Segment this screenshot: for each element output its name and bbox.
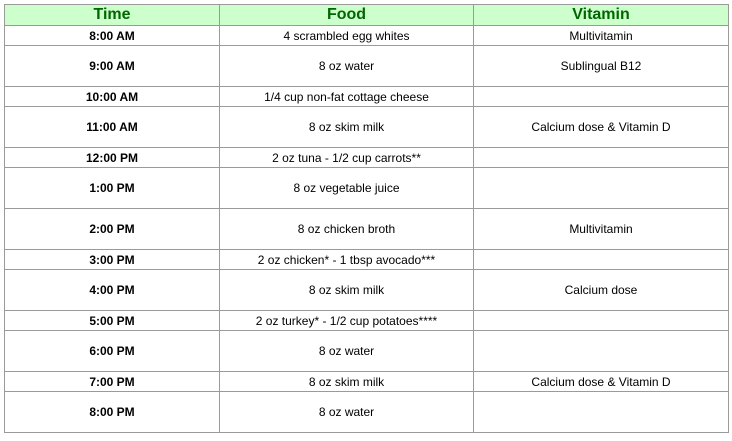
vitamin-cell (474, 250, 729, 270)
time-cell: 4:00 PM (5, 270, 220, 311)
table-row (5, 270, 729, 311)
table-row (5, 250, 729, 270)
table-row (5, 311, 729, 331)
column-header-time: Time (5, 5, 220, 26)
food-cell: 8 oz skim milk (220, 107, 474, 148)
food-cell: 8 oz vegetable juice (220, 168, 474, 209)
time-cell: 9:00 AM (5, 46, 220, 87)
time-cell: 10:00 AM (5, 87, 220, 107)
header-row (5, 5, 729, 26)
food-cell: 8 oz skim milk (220, 372, 474, 392)
table-row (5, 26, 729, 46)
food-cell: 8 oz water (220, 331, 474, 372)
food-cell: 2 oz chicken* - 1 tbsp avocado*** (220, 250, 474, 270)
food-cell: 1/4 cup non-fat cottage cheese (220, 87, 474, 107)
time-cell: 5:00 PM (5, 311, 220, 331)
vitamin-cell (474, 311, 729, 331)
time-cell: 6:00 PM (5, 331, 220, 372)
vitamin-cell: Multivitamin (474, 209, 729, 250)
time-cell: 1:00 PM (5, 168, 220, 209)
time-cell: 8:00 AM (5, 26, 220, 46)
table-row (5, 392, 729, 433)
time-cell: 7:00 PM (5, 372, 220, 392)
vitamin-cell: Multivitamin (474, 26, 729, 46)
column-header-food: Food (220, 5, 474, 26)
time-cell: 12:00 PM (5, 148, 220, 168)
vitamin-cell (474, 392, 729, 433)
vitamin-cell: Calcium dose & Vitamin D (474, 107, 729, 148)
vitamin-cell: Calcium dose (474, 270, 729, 311)
vitamin-cell (474, 168, 729, 209)
vitamin-cell: Calcium dose & Vitamin D (474, 372, 729, 392)
table-row (5, 168, 729, 209)
food-cell: 2 oz turkey* - 1/2 cup potatoes**** (220, 311, 474, 331)
schedule-table (4, 4, 729, 433)
time-cell: 2:00 PM (5, 209, 220, 250)
food-cell: 8 oz water (220, 392, 474, 433)
table-row (5, 331, 729, 372)
vitamin-cell (474, 148, 729, 168)
table-row (5, 148, 729, 168)
table-row (5, 87, 729, 107)
table-row (5, 372, 729, 392)
table-row (5, 107, 729, 148)
food-cell: 2 oz tuna - 1/2 cup carrots** (220, 148, 474, 168)
food-cell: 8 oz water (220, 46, 474, 87)
time-cell: 3:00 PM (5, 250, 220, 270)
food-cell: 8 oz chicken broth (220, 209, 474, 250)
table-row (5, 209, 729, 250)
vitamin-cell: Sublingual B12 (474, 46, 729, 87)
time-cell: 8:00 PM (5, 392, 220, 433)
column-header-vitamin: Vitamin (474, 5, 729, 26)
food-cell: 8 oz skim milk (220, 270, 474, 311)
food-cell: 4 scrambled egg whites (220, 26, 474, 46)
vitamin-cell (474, 331, 729, 372)
time-cell: 11:00 AM (5, 107, 220, 148)
table-row (5, 46, 729, 87)
vitamin-cell (474, 87, 729, 107)
